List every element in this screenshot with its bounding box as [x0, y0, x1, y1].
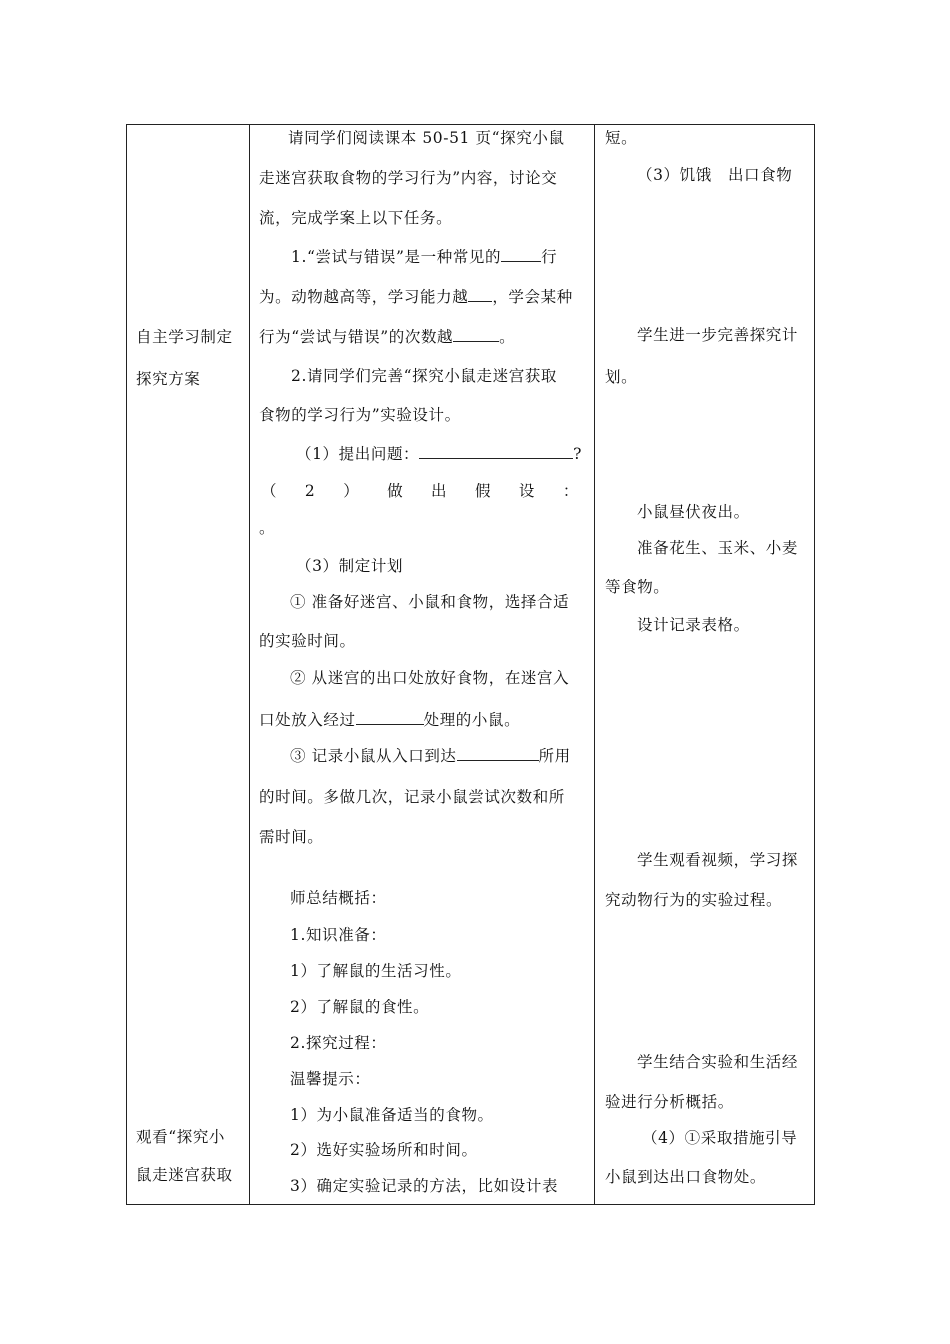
student-activity-line: 小鼠昼伏夜出。: [637, 503, 750, 521]
summary-line: 1.知识准备：: [290, 926, 387, 944]
step-3-line: 需时间。: [259, 828, 324, 846]
fill-blank: [501, 246, 541, 262]
question-text: （1）提出问题：: [296, 445, 420, 463]
intro-line: 流，完成学案上以下任务。: [259, 209, 453, 227]
question-text: ，学会某种: [492, 288, 573, 306]
question-2-1-line: [296, 443, 582, 464]
fill-blank: [457, 745, 539, 761]
spread-char: 出: [431, 482, 448, 500]
student-activity-line: 准备花生、玉米、小麦: [637, 539, 799, 557]
step-2-line: ② 从迷宫的出口处放好食物，在迷宫入: [290, 669, 570, 687]
student-activity-line: （4）①采取措施引导: [642, 1129, 798, 1147]
spread-char: 2: [304, 482, 316, 500]
question-text: 1.“尝试与错误”是一种常见的: [291, 248, 502, 266]
summary-line: 3）确定实验记录的方法，比如设计表: [290, 1177, 559, 1195]
student-activity-line: 验进行分析概括。: [605, 1093, 734, 1111]
student-activity-line: 短。: [605, 129, 638, 147]
step-1-line: ① 准备好迷宫、小鼠和食物，选择合适: [290, 593, 570, 611]
question-text: 为。动物越高等，学习能力越: [259, 288, 469, 306]
spread-char: 设: [518, 482, 535, 500]
intro-line: 走迷宫获取食物的学习行为”内容，讨论交: [259, 169, 558, 187]
section-title-line: 观看“探究小: [136, 1128, 226, 1146]
section-title-line: 探究方案: [136, 370, 201, 388]
summary-line: 2）选好实验场所和时间。: [290, 1141, 478, 1159]
fill-blank: [419, 443, 573, 459]
question-text: 行: [541, 248, 558, 266]
student-activity-line: （3）饥饿 出口食物: [637, 166, 793, 184]
summary-line: 师总结概括：: [290, 889, 387, 907]
question-text: 口处放入经过: [259, 711, 356, 729]
step-3-line: 的时间。多做几次，记录小鼠尝试次数和所: [259, 788, 565, 806]
summary-line: 温馨提示：: [290, 1070, 371, 1088]
question-2-2-line: [261, 481, 579, 501]
question-2-line: 2.请同学们完善“探究小鼠走迷宫获取: [291, 367, 558, 385]
student-activity-line: 设计记录表格。: [637, 616, 750, 634]
student-activity-line: 小鼠到达出口食物处。: [605, 1168, 767, 1186]
question-1-line: [259, 286, 573, 307]
question-text: 。: [499, 328, 516, 346]
fill-blank: [356, 709, 424, 725]
question-text: 行为“尝试与错误”的次数越: [259, 328, 454, 346]
intro-line: 请同学们阅读课本 50-51 页“探究小鼠: [288, 129, 565, 147]
section-title-line: 自主学习制定: [136, 328, 233, 346]
step-2-line: [259, 709, 520, 730]
question-text: ③ 记录小鼠从入口到达: [290, 747, 457, 765]
question-2-line: 食物的学习行为”实验设计。: [259, 406, 461, 424]
question-text: 处理的小鼠。: [423, 711, 521, 729]
summary-line: 1）了解鼠的生活习性。: [290, 962, 462, 980]
student-activity-line: 究动物行为的实验过程。: [605, 891, 783, 909]
column-divider: [594, 124, 595, 1205]
student-activity-line: 等食物。: [605, 578, 670, 596]
summary-line: 2.探究过程：: [290, 1034, 387, 1052]
question-text: ?: [573, 445, 583, 463]
question-1-line: [291, 246, 557, 267]
question-2-3-line: （3）制定计划: [296, 557, 404, 575]
summary-line: 1）为小鼠准备适当的食物。: [290, 1106, 494, 1124]
spread-char: ）: [343, 482, 360, 500]
step-1-line: 的实验时间。: [259, 632, 356, 650]
spread-char: 假: [474, 482, 492, 500]
student-activity-line: 学生观看视频，学习探: [637, 851, 799, 869]
fill-blank: [468, 286, 492, 302]
student-activity-line: 学生结合实验和生活经: [637, 1053, 799, 1071]
spread-char: 做: [387, 482, 404, 500]
student-activity-line: 划。: [605, 368, 638, 386]
step-3-line: [290, 745, 571, 766]
summary-line: 2）了解鼠的食性。: [290, 998, 430, 1016]
question-text: 所用: [538, 747, 571, 765]
question-2-2-end: 。: [259, 519, 276, 537]
section-title-line: 鼠走迷宫获取: [136, 1166, 233, 1184]
student-activity-line: 学生进一步完善探究计: [637, 326, 799, 344]
spread-char: ：: [562, 482, 579, 500]
question-1-line: [259, 326, 515, 347]
spread-char: （: [261, 482, 278, 500]
fill-blank: [453, 326, 499, 342]
column-divider: [249, 124, 250, 1205]
